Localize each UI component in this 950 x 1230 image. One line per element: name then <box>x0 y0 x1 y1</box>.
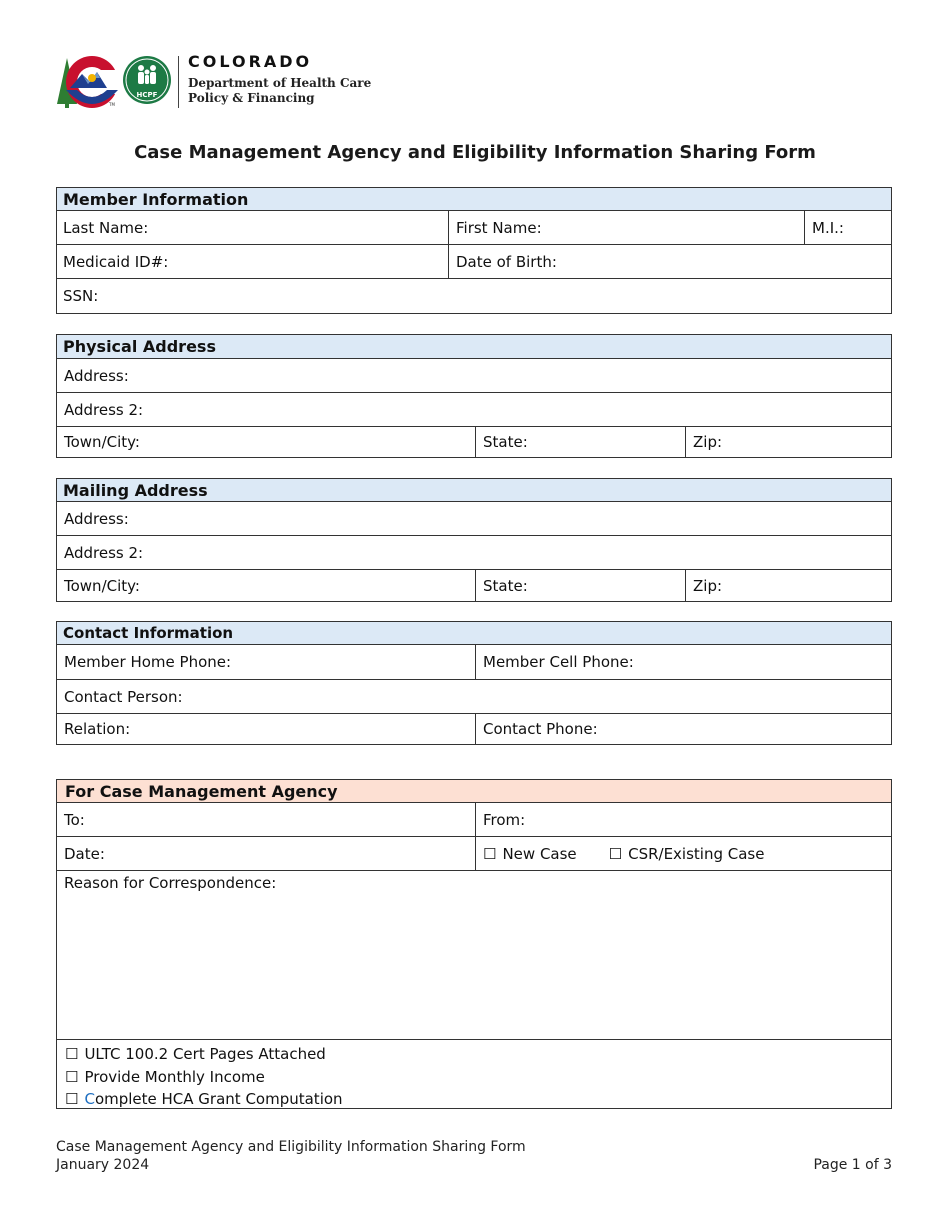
mailing-address-heading: Mailing Address <box>57 479 891 502</box>
member-cell-phone-label: Member Cell Phone: <box>483 653 634 671</box>
csr-existing-case-checkbox[interactable] <box>609 845 765 863</box>
hca-grant-computation-initial: C <box>84 1090 95 1108</box>
page-number: Page 1 of 3 <box>813 1157 892 1173</box>
physical-address-label: Address: <box>64 366 129 385</box>
contact-phone-label: Contact Phone: <box>483 720 598 738</box>
physical-address-section <box>56 334 892 458</box>
member-cell-phone-field[interactable] <box>476 645 891 679</box>
ssn-label: SSN: <box>63 287 99 305</box>
middle-initial-label: M.I.: <box>812 218 844 237</box>
reason-for-correspondence-field[interactable] <box>57 871 891 1039</box>
mailing-zip-field[interactable] <box>686 570 891 601</box>
physical-address-2-field[interactable] <box>57 393 891 426</box>
hca-grant-computation-checkbox-icon[interactable]: ☐ <box>65 1090 79 1108</box>
footer-form-name: Case Management Agency and Eligibility Information Sharing Form <box>56 1139 526 1155</box>
mailing-state-label: State: <box>483 576 528 595</box>
medicaid-id-field[interactable] <box>57 245 449 278</box>
physical-zip-field[interactable] <box>686 427 891 457</box>
member-information-section <box>56 187 892 314</box>
member-information-heading: Member Information <box>57 188 891 211</box>
footer-date: January 2024 <box>56 1157 150 1173</box>
member-home-phone-field[interactable] <box>57 645 476 679</box>
ultc-cert-pages-label: ULTC 100.2 Cert Pages Attached <box>84 1045 326 1063</box>
contact-person-field[interactable] <box>57 680 891 713</box>
new-case-checkbox-icon[interactable]: ☐ <box>483 844 497 863</box>
reason-for-correspondence-label: Reason for Correspondence: <box>64 874 277 892</box>
from-label: From: <box>483 810 526 829</box>
physical-town-label: Town/City: <box>64 433 140 451</box>
date-of-birth-field[interactable] <box>449 245 891 278</box>
first-name-field[interactable] <box>449 211 805 244</box>
contact-information-section <box>56 621 892 745</box>
relation-field[interactable] <box>57 714 476 744</box>
ultc-cert-pages-checkbox[interactable] <box>65 1043 343 1066</box>
physical-town-field[interactable] <box>57 427 476 457</box>
new-case-label: New Case <box>502 844 577 863</box>
mailing-town-field[interactable] <box>57 570 476 601</box>
physical-zip-label: Zip: <box>693 433 723 451</box>
monthly-income-checkbox-icon[interactable]: ☐ <box>65 1067 79 1086</box>
member-home-phone-label: Member Home Phone: <box>64 653 232 671</box>
physical-state-field[interactable] <box>476 427 686 457</box>
logo-text <box>188 52 408 106</box>
monthly-income-checkbox[interactable] <box>65 1066 343 1089</box>
department-line-2: Policy & Financing <box>188 91 315 105</box>
hca-grant-computation-label: omplete HCA Grant Computation <box>94 1090 343 1108</box>
to-label: To: <box>64 810 85 829</box>
contact-phone-field[interactable] <box>476 714 891 744</box>
physical-address-field[interactable] <box>57 359 891 392</box>
contact-information-heading: Contact Information <box>57 622 891 645</box>
last-name-field[interactable] <box>57 211 449 244</box>
physical-address-2-label: Address 2: <box>64 400 144 419</box>
date-field[interactable] <box>57 837 476 870</box>
ssn-field[interactable] <box>57 279 891 313</box>
monthly-income-label: Provide Monthly Income <box>84 1067 265 1086</box>
seal-text: HCPF <box>136 91 158 99</box>
colorado-flag-and-seal-icon <box>55 52 175 112</box>
mailing-zip-label: Zip: <box>693 576 723 595</box>
hca-grant-computation-checkbox[interactable] <box>65 1088 343 1111</box>
date-of-birth-label: Date of Birth: <box>456 252 557 271</box>
mailing-address-2-label: Address 2: <box>64 543 144 562</box>
mailing-town-label: Town/City: <box>64 576 140 595</box>
physical-address-heading: Physical Address <box>57 335 891 359</box>
page-footer <box>56 1138 892 1174</box>
trademark-mark: TM <box>109 102 115 107</box>
contact-person-label: Contact Person: <box>64 687 183 706</box>
ultc-cert-pages-checkbox-icon[interactable]: ☐ <box>65 1045 79 1063</box>
mailing-address-2-field[interactable] <box>57 536 891 569</box>
department-line-1: Department of Health Care <box>188 76 372 90</box>
medicaid-id-label: Medicaid ID#: <box>63 252 169 271</box>
middle-initial-field[interactable] <box>805 211 891 244</box>
mailing-state-field[interactable] <box>476 570 686 601</box>
form-title: Case Management Agency and Eligibility Information Sharing Form <box>134 142 816 163</box>
last-name-label: Last Name: <box>63 218 149 237</box>
csr-existing-case-label: CSR/Existing Case <box>628 844 765 863</box>
relation-label: Relation: <box>64 720 131 738</box>
csr-existing-case-checkbox-icon[interactable]: ☐ <box>608 844 623 863</box>
physical-state-label: State: <box>483 433 528 451</box>
logo-divider <box>178 56 179 108</box>
date-label: Date: <box>64 844 105 863</box>
new-case-checkbox[interactable] <box>483 845 577 863</box>
attachment-checklist <box>57 1040 351 1108</box>
from-field[interactable] <box>476 803 891 836</box>
case-management-agency-heading: For Case Management Agency <box>57 780 891 803</box>
to-field[interactable] <box>57 803 476 836</box>
mailing-address-label: Address: <box>64 509 129 528</box>
brand-name: COLORADO <box>188 52 313 71</box>
first-name-label: First Name: <box>456 218 542 237</box>
case-management-agency-section <box>56 779 892 1109</box>
case-type-options <box>476 837 891 870</box>
mailing-address-field[interactable] <box>57 502 891 535</box>
mailing-address-section <box>56 478 892 602</box>
